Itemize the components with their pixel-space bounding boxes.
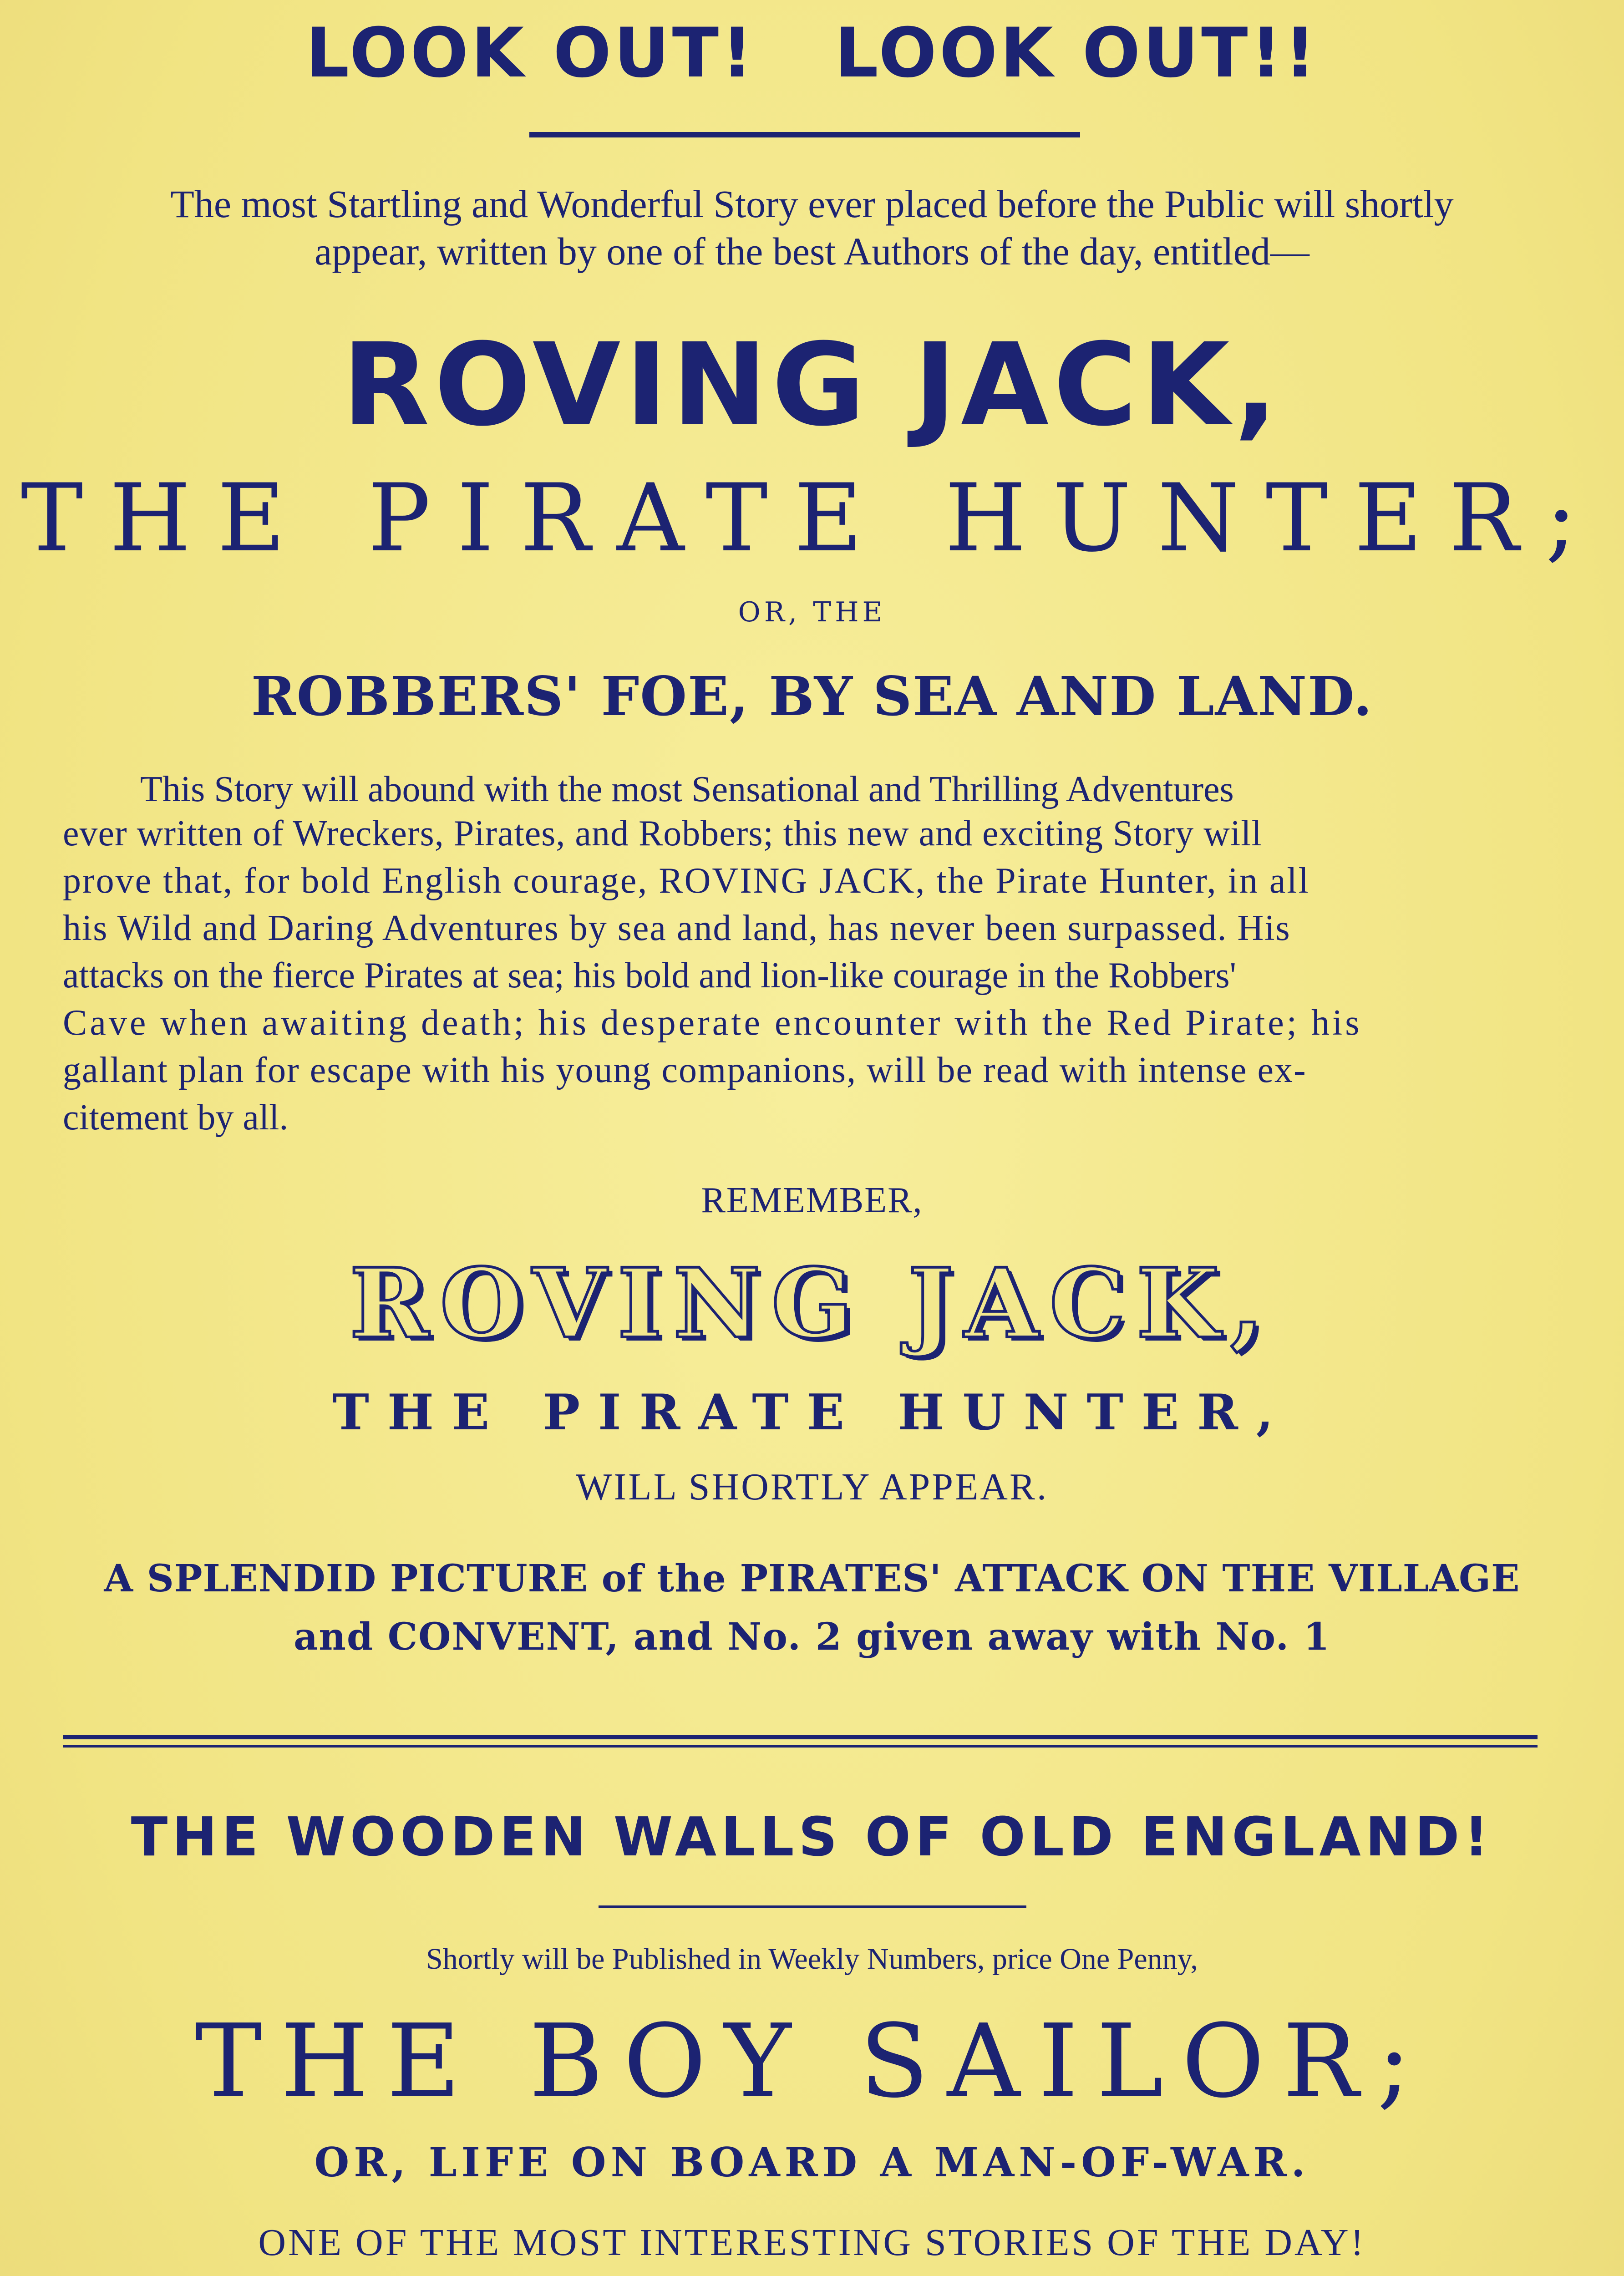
picture-line-1: A SPLENDID PICTURE of the PIRATES' ATTACK ON THE VILLAGE — [104, 1557, 1520, 1600]
remember-label: REMEMBER, — [701, 1180, 923, 1220]
description-line: citement by all. — [63, 1097, 289, 1138]
story1-or-the: OR, THE — [738, 596, 886, 628]
header-rule — [529, 132, 1080, 137]
story1-title: ROVING JACK, — [342, 319, 1282, 451]
picture-line-2: and CONVENT, and No. 2 given away with No. 1 — [294, 1615, 1330, 1659]
look-out-heading: LOOK OUT! LOOK OUT!! — [305, 14, 1319, 93]
story2-heading: THE WOODEN WALLS OF OLD ENGLAND! — [131, 1805, 1493, 1868]
story2-title: THE BOY SAILOR; — [194, 2003, 1430, 2120]
description-line: attacks on the fierce Pirates at sea; his bold and lion-like courage in the Robbers' — [63, 955, 1237, 996]
published-line: Shortly will be Published in Weekly Numbers, price One Penny, — [426, 1942, 1198, 1976]
story1-alt-title: ROBBERS' FOE, BY SEA AND LAND. — [251, 665, 1373, 728]
description-line: gallant plan for escape with his young companions, will be read with intense ex- — [63, 1050, 1307, 1090]
story2-rule — [599, 1905, 1026, 1908]
section-divider-top — [63, 1735, 1538, 1739]
description-line: This Story will abound with the most Sensational and Thrilling Adventures — [140, 769, 1234, 809]
description-line: Cave when awaiting death; his desperate encounter with the Red Pirate; his — [63, 1003, 1362, 1043]
intro-line-2: appear, written by one of the best Authors of the day, entitled— — [315, 229, 1309, 273]
story1-description — [63, 766, 1551, 813]
intro-line-1: The most Startling and Wonderful Story ever placed before the Public will shortly — [170, 182, 1454, 226]
description-line: prove that, for bold English courage, ROVING JACK, the Pirate Hunter, in all — [63, 861, 1310, 901]
description-line: his Wild and Daring Adventures by sea and land, has never been surpassed. His — [63, 908, 1291, 948]
story1-subtitle: THE PIRATE HUNTER; — [20, 464, 1604, 573]
story2-subtitle: OR, LIFE ON BOARD A MAN-OF-WAR. — [314, 2139, 1310, 2186]
story1-title-repeat: ROVING JACK, — [349, 1247, 1275, 1360]
story1-subtitle-repeat: THE PIRATE HUNTER, — [332, 1384, 1292, 1441]
section-divider-bottom — [63, 1745, 1538, 1748]
will-appear: WILL SHORTLY APPEAR. — [575, 1466, 1048, 1508]
story2-tagline: ONE OF THE MOST INTERESTING STORIES OF THE DAY! — [258, 2221, 1366, 2264]
description-line: ever written of Wreckers, Pirates, and Robbers; this new and exciting Story will — [63, 813, 1262, 854]
